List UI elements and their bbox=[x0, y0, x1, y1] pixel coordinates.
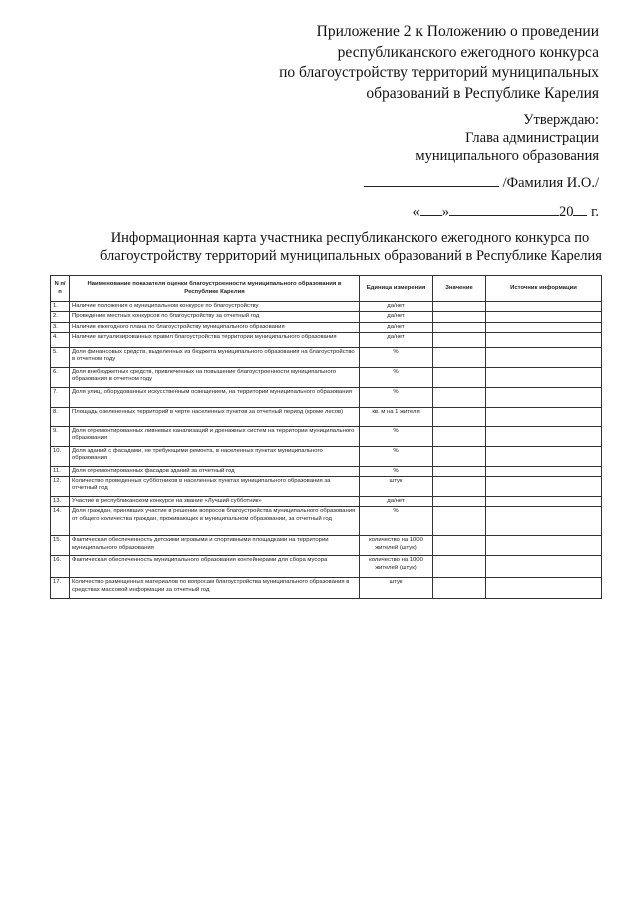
table-row bbox=[51, 332, 602, 347]
table-row bbox=[51, 497, 602, 507]
row-indicator-name: Доля финансовых средств, выделенных из бюджета муниципального образования на благоустройство в отчетном году bbox=[70, 347, 360, 367]
row-source-cell bbox=[486, 556, 602, 578]
approval-label: Утверждаю: bbox=[523, 112, 599, 128]
row-indicator-name: Доля внебюджетных средств, привлеченных на повышение благоустроенности муниципального образования в отчетном году bbox=[70, 367, 360, 387]
date-quote-open: « bbox=[412, 204, 420, 220]
row-number: 3. bbox=[51, 322, 70, 332]
row-number: 14. bbox=[51, 507, 70, 536]
header-indicator-name: Наименование показателя оценки благоустроенности муниципального образования в Республике Карелия bbox=[70, 276, 360, 302]
row-number: 2. bbox=[51, 312, 70, 322]
row-number: 9. bbox=[51, 426, 70, 446]
table-row bbox=[51, 347, 602, 367]
row-number: 15. bbox=[51, 536, 70, 556]
row-value-cell bbox=[433, 497, 486, 507]
table-row bbox=[51, 312, 602, 322]
row-indicator-name: Наличие положения о муниципальном конкурсе по благоустройству bbox=[70, 302, 360, 312]
row-indicator-name: Доля граждан, принявших участие в решении вопросов благоустройства муниципального образования от общего количества граждан, проживающих в муниципальном образовании, за отчетный год bbox=[70, 507, 360, 536]
row-unit: да/нет bbox=[360, 322, 433, 332]
row-unit: кв. м на 1 жителя bbox=[360, 407, 433, 426]
row-number: 1. bbox=[51, 302, 70, 312]
row-unit: да/нет bbox=[360, 332, 433, 347]
row-unit: % bbox=[360, 507, 433, 536]
table-row bbox=[51, 407, 602, 426]
row-source-cell bbox=[486, 578, 602, 599]
row-number: 8. bbox=[51, 407, 70, 426]
row-value-cell bbox=[433, 477, 486, 497]
approval-position: Глава администрации bbox=[465, 130, 599, 146]
header-num: N п/п bbox=[51, 276, 70, 302]
table-header-row bbox=[51, 276, 602, 302]
table-row bbox=[51, 426, 602, 446]
row-indicator-name: Количество проведенных субботников в населенных пунктах муниципального образования за отчетный год bbox=[70, 477, 360, 497]
table-row bbox=[51, 556, 602, 578]
row-unit: % bbox=[360, 466, 433, 476]
row-number: 16. bbox=[51, 556, 70, 578]
table-body bbox=[51, 302, 602, 599]
row-number: 5. bbox=[51, 347, 70, 367]
row-value-cell bbox=[433, 426, 486, 446]
date-day-blank bbox=[420, 201, 442, 216]
date-year-suffix: г. bbox=[587, 204, 599, 220]
row-value-cell bbox=[433, 322, 486, 332]
row-indicator-name: Доля отремонтированных фасадов зданий за отчетный год bbox=[70, 466, 360, 476]
document-title-line: Информационная карта участника республиканского ежегодного конкурса по bbox=[110, 230, 590, 246]
row-indicator-name: Проведение местных конкурсов по благоустройству за отчетный год bbox=[70, 312, 360, 322]
row-unit: штук bbox=[360, 477, 433, 497]
header-unit: Единица измерения bbox=[360, 276, 433, 302]
signature-line bbox=[364, 172, 599, 192]
row-indicator-name: Участие в республиканском конкурсе на звание «Лучший субботник» bbox=[70, 497, 360, 507]
approval-block bbox=[299, 111, 599, 165]
document-title-line: благоустройству территорий муниципальных образований в Республике Карелия bbox=[100, 247, 602, 264]
row-number: 7. bbox=[51, 387, 70, 407]
table-row bbox=[51, 507, 602, 536]
table-row bbox=[51, 466, 602, 476]
appendix-header-line: по благоустройству территорий муниципальных bbox=[279, 64, 599, 81]
appendix-header-line: образований в Республике Карелия bbox=[366, 84, 599, 102]
date-line bbox=[412, 201, 599, 221]
row-source-cell bbox=[486, 407, 602, 426]
row-indicator-name: Площадь озелененных территорий в черте населенных пунктов за отчетный период (кроме лесов) bbox=[70, 407, 360, 426]
table-row bbox=[51, 578, 602, 599]
date-month-blank bbox=[449, 201, 559, 216]
row-number: 13. bbox=[51, 497, 70, 507]
row-value-cell bbox=[433, 556, 486, 578]
row-source-cell bbox=[486, 367, 602, 387]
date-year-blank bbox=[573, 201, 587, 216]
row-value-cell bbox=[433, 407, 486, 426]
row-unit: штук bbox=[360, 578, 433, 599]
row-source-cell bbox=[486, 322, 602, 332]
row-indicator-name: Количество размещенных материалов по вопросам благоустройства муниципального образования в средствах массовой информации за отчетный год bbox=[70, 578, 360, 599]
row-value-cell bbox=[433, 332, 486, 347]
row-source-cell bbox=[486, 302, 602, 312]
row-number: 11. bbox=[51, 466, 70, 476]
row-number: 17. bbox=[51, 578, 70, 599]
header-value: Значение bbox=[433, 276, 486, 302]
signature-name-label: /Фамилия И.О./ bbox=[502, 175, 599, 191]
table-row bbox=[51, 387, 602, 407]
table-row bbox=[51, 477, 602, 497]
row-indicator-name: Фактическая обеспеченность детскими игровыми и спортивными площадками на территории муниципального образования bbox=[70, 536, 360, 556]
row-number: 4. bbox=[51, 332, 70, 347]
date-year-prefix: 20 bbox=[558, 204, 574, 220]
row-value-cell bbox=[433, 312, 486, 322]
row-indicator-name: Фактическая обеспеченность муниципального образования контейнерами для сбора мусора bbox=[70, 556, 360, 578]
appendix-header-line: республиканского ежегодного конкурса bbox=[337, 43, 599, 61]
row-value-cell bbox=[433, 302, 486, 312]
table-row bbox=[51, 322, 602, 332]
row-indicator-name: Доля зданий с фасадами, не требующими ремонта, в населенных пунктах муниципального образования bbox=[70, 446, 360, 466]
row-source-cell bbox=[486, 507, 602, 536]
row-value-cell bbox=[433, 367, 486, 387]
row-value-cell bbox=[433, 387, 486, 407]
row-source-cell bbox=[486, 312, 602, 322]
table-row bbox=[51, 536, 602, 556]
row-number: 6. bbox=[51, 367, 70, 387]
row-number: 12. bbox=[51, 477, 70, 497]
date-quote-close: » bbox=[441, 204, 449, 220]
table-row bbox=[51, 302, 602, 312]
row-source-cell bbox=[486, 477, 602, 497]
row-source-cell bbox=[486, 332, 602, 347]
row-value-cell bbox=[433, 347, 486, 367]
signature-blank bbox=[364, 172, 499, 187]
row-unit: количество на 1000 жителей (штук) bbox=[360, 556, 433, 578]
row-indicator-name: Наличие актуализированных правил благоустройства территории муниципального образования bbox=[70, 332, 360, 347]
table-row bbox=[51, 367, 602, 387]
row-value-cell bbox=[433, 446, 486, 466]
row-unit: % bbox=[360, 446, 433, 466]
row-indicator-name: Доля отремонтированных ливневых канализаций и дренажных систем на территории муниципального образования bbox=[70, 426, 360, 446]
table-row bbox=[51, 446, 602, 466]
row-unit: % bbox=[360, 387, 433, 407]
row-source-cell bbox=[486, 497, 602, 507]
row-source-cell bbox=[486, 446, 602, 466]
row-source-cell bbox=[486, 426, 602, 446]
appendix-header bbox=[219, 22, 599, 104]
row-unit: % bbox=[360, 426, 433, 446]
document-title bbox=[100, 230, 600, 265]
row-source-cell bbox=[486, 387, 602, 407]
row-unit: % bbox=[360, 347, 433, 367]
row-unit: да/нет bbox=[360, 312, 433, 322]
row-unit: да/нет bbox=[360, 302, 433, 312]
row-source-cell bbox=[486, 466, 602, 476]
row-source-cell bbox=[486, 347, 602, 367]
row-value-cell bbox=[433, 507, 486, 536]
row-number: 10. bbox=[51, 446, 70, 466]
row-value-cell bbox=[433, 536, 486, 556]
row-indicator-name: Доля улиц, оборудованных искусственным освещением, на территории муниципального образования bbox=[70, 387, 360, 407]
row-unit: количество на 1000 жителей (штук) bbox=[360, 536, 433, 556]
row-value-cell bbox=[433, 466, 486, 476]
row-unit: да/нет bbox=[360, 497, 433, 507]
row-indicator-name: Наличие ежегодного плана по благоустройству муниципального образования bbox=[70, 322, 360, 332]
row-source-cell bbox=[486, 536, 602, 556]
row-unit: % bbox=[360, 367, 433, 387]
row-value-cell bbox=[433, 578, 486, 599]
appendix-header-line: Приложение 2 к Положению о проведении bbox=[316, 23, 599, 40]
approval-organization: муниципального образования bbox=[415, 148, 599, 164]
info-card-table bbox=[50, 275, 602, 599]
header-source: Источник информации bbox=[486, 276, 602, 302]
